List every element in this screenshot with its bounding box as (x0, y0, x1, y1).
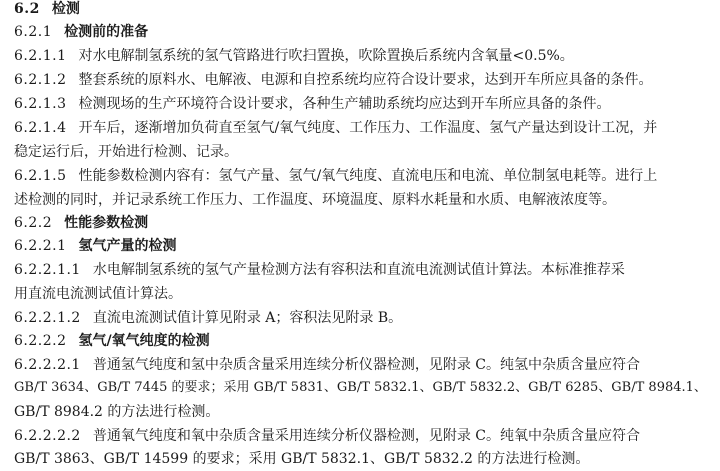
section-number: 6.2.2.2 (14, 333, 67, 349)
section-title: 氢气/氧气纯度的检测 (78, 333, 210, 349)
section-title: 性能参数检测 (64, 215, 149, 231)
clause-text-line-1: 普通氢气纯度和氢中杂质含量采用连续分析仪器检测，见附录 C。纯氢中杂质含量应符合 (92, 357, 641, 373)
clause-6-2-1-2 (14, 70, 708, 90)
clause-number: 6.2.1.5 (14, 168, 67, 184)
clause-text-line-2: GB/T 3634、GB/T 7445 的要求；采用 GB/T 5831、GB/T 5832.1、GB/T 5832.2、GB/T 6285、GB/T 8984.1、 (14, 380, 707, 395)
clause-text-line-1: 水电解制氢系统的氢气产量检测方法有容积法和直流电流测试值计算法。本标准推荐采 (92, 262, 625, 278)
clause-text-line-2: 稳定运行后，开始进行检测、记录。 (14, 144, 238, 160)
clause-6-2-2-2-2 (14, 426, 708, 446)
section-number: 6.2.2 (14, 215, 53, 231)
clause-number: 6.2.2.1.1 (14, 262, 81, 278)
clause-text-line-2: 用直流电流测试值计算法。 (14, 286, 182, 302)
clause-6-2-1-4 (14, 118, 708, 138)
section-title: 检测前的准备 (64, 24, 149, 40)
clause-6-2-2-2-1-continuation-2 (14, 402, 708, 422)
clause-number: 6.2.2.2.2 (14, 428, 81, 444)
clause-number: 6.2.1.2 (14, 72, 67, 88)
clause-text-line-2: 述检测的同时，并记录系统工作压力、工作温度、环境温度、原料水耗量和水质、电解液浓度等。 (14, 192, 616, 208)
clause-6-2-1-5-continuation (14, 190, 708, 210)
clause-6-2-1-1 (14, 46, 708, 66)
clause-6-2-1-3 (14, 94, 708, 114)
clause-6-2-1-5 (14, 166, 708, 186)
section-heading-6-2-2 (14, 213, 708, 233)
clause-text: 检测现场的生产环境符合设计要求，各种生产辅助系统均应达到开车所应具备的条件。 (78, 96, 611, 112)
clause-number: 6.2.1.3 (14, 96, 67, 112)
section-heading-6-2-2-2 (14, 331, 708, 351)
section-heading-6-2 (14, 0, 708, 19)
clause-text-line-3: GB/T 8984.2 的方法进行检测。 (14, 404, 220, 420)
clause-text-line-1: 开车后，逐渐增加负荷直至氢气/氧气纯度、工作压力、工作温度、氢气产量达到设计工况，并 (78, 120, 658, 136)
clause-6-2-2-1-2 (14, 308, 708, 328)
clause-text-line-2: GB/T 3863、GB/T 14599 的要求；采用 GB/T 5832.1、GB/T 5832.2 的方法进行检测。 (14, 451, 590, 467)
section-number: 6.2 (14, 1, 40, 17)
clause-number: 6.2.1.4 (14, 120, 67, 136)
clause-number: 6.2.1.1 (14, 48, 67, 64)
clause-number: 6.2.2.1.2 (14, 310, 81, 326)
clause-text-line-1: 性能参数检测内容有：氢气产量、氢气/氧气纯度、直流电压和电流、单位制氢电耗等。进行上 (78, 168, 658, 184)
clause-6-2-1-4-continuation (14, 142, 708, 162)
clause-number: 6.2.2.2.1 (14, 357, 81, 373)
section-title: 检测 (51, 1, 80, 17)
clause-text: 整套系统的原料水、电解液、电源和自控系统均应符合设计要求，达到开车所应具备的条件。 (78, 72, 653, 88)
section-title: 氢气产量的检测 (78, 238, 177, 254)
clause-6-2-2-1-1 (14, 260, 708, 280)
clause-text: 对水电解制氢系统的氢气管路进行吹扫置换，吹除置换后系统内含氧量<0.5%。 (78, 48, 574, 64)
clause-6-2-2-2-1-continuation-1 (14, 378, 708, 398)
section-number: 6.2.1 (14, 24, 53, 40)
clause-text: 直流电流测试值计算见附录 A；容积法见附录 B。 (92, 310, 403, 326)
section-number: 6.2.2.1 (14, 238, 67, 254)
clause-6-2-2-2-1 (14, 355, 708, 375)
clause-6-2-2-2-2-continuation (14, 449, 708, 469)
clause-text-line-1: 普通氧气纯度和氧中杂质含量采用连续分析仪器检测，见附录 C。纯氧中杂质含量应符合 (92, 428, 641, 444)
clause-6-2-2-1-1-continuation (14, 284, 708, 304)
section-heading-6-2-1 (14, 22, 708, 42)
section-heading-6-2-2-1 (14, 236, 708, 256)
